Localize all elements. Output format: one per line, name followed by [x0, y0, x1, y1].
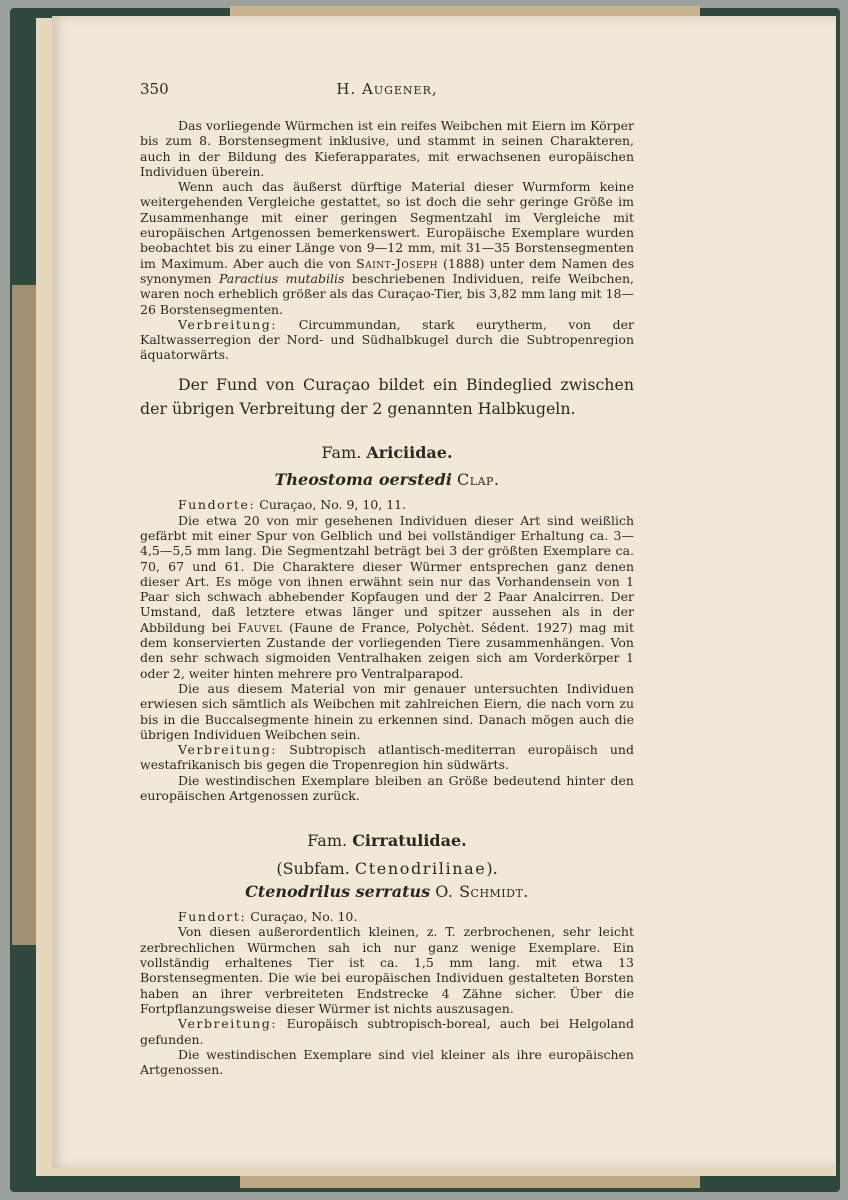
- species-name: Theostoma oerstedi: [274, 470, 452, 490]
- species-name: Paractius mutabilis: [218, 270, 345, 286]
- fundort-line: [140, 909, 634, 924]
- page-content: [140, 118, 634, 1077]
- text-run: (1888) unter dem Namen des synonymen: [140, 255, 634, 286]
- author-name: Fauvel: [237, 619, 283, 635]
- paragraph: Die westindischen Exemplare bleiben an Größe bedeutend hinter den europäischen Artgenossen zurück.: [140, 772, 634, 803]
- subfamily-name: Ctenodrilinae: [354, 858, 487, 878]
- family-heading: [140, 831, 634, 851]
- species-authority: O. Schmidt.: [435, 881, 529, 901]
- text-run: beschriebenen Individuen, reife Weibchen, waren noch erheblich größer als das Curaçao-Tier, bis 3,82 mm lang mit 18—26 Borstensegmenten.: [140, 270, 634, 317]
- text-run: Subtropisch atlantisch-mediterran europäisch und westafrikanisch bis gegen die Tropenregion hin südwärts.: [140, 742, 634, 773]
- family-heading: [140, 442, 634, 462]
- text-run: (Subfam.: [276, 858, 350, 878]
- text-run: Die etwa 20 von mir gesehenen Individuen dieser Art sind weißlich gefärbt mit einer Spur von Gelblich und bei vollständiger Erhaltung ca. 3—4,5—5,5 mm lang. Die Segmentzahl beträgt bei 3 der größten Exemplare ca. 70, 67 und 61. Die Charaktere dieser Würmer entsprechen ganz denen dieser Art. Es möge von ihnen erwähnt sein nur das Vorhandensein von 1 Paar sich schwach abhebender Kopfaugen und der 2 Paar Analcirren. Der Umstand, daß letztere etwas länger und spitzer aussehen als in der Abbildung bei: [140, 512, 634, 635]
- paragraph: [140, 317, 634, 363]
- fundorte-line: [140, 497, 634, 512]
- handwritten-note: Der Fund von Curaçao bildet ein Bindeglied zwischen der übrigen Verbreitung der 2 genannten Halbkugeln.: [140, 374, 634, 418]
- label-verbreitung: Verbreitung:: [178, 1016, 278, 1032]
- text-run: Wenn auch das äußerst dürftige Material dieser Wurmform keine weitergehenden Vergleiche gestattet, so ist doch die sehr geringe Größe im Zusammenhange mit einer geringen Segmentzahl im Vergleiche mit europäischen Artgenossen bemerkenswert. Europäische Exemplare wurden beobachtet bis zu einer Länge von 9—12 mm, mit 31—35 Borstensegmenten im Maximum. Aber auch die von: [140, 179, 634, 271]
- label-verbreitung: Verbreitung:: [178, 316, 278, 332]
- paragraph: Von diesen außerordentlich kleinen, z. T. zerbrochenen, sehr leicht zerbrechlichen Würmchen sah ich nur ganz wenige Exemplare. Ein vollständig erhaltenes Tier ist ca. 1,5 mm lang. mit etwa 13 Borstensegmenten. Die wie bei europäischen Individuen gestalteten Borsten haben an ihrer verbreiteten Endstrecke 4 Zähne sicher. Über die Fortpflanzungsweise dieser Würmer ist nichts auszusagen.: [140, 924, 634, 1016]
- paragraph: Das vorliegende Würmchen ist ein reifes Weibchen mit Eiern im Körper bis zum 8. Borstensegment inklusive, und stammt in seinen Charakteren, auch in der Bildung des Kieferapparates, mit erwachsenen europäischen Individuen überein.: [140, 118, 634, 179]
- species-name: Ctenodrilus serratus: [245, 881, 431, 901]
- subfamily-heading: [140, 858, 634, 878]
- text-run: Europäisch subtropisch-boreal, auch bei Helgoland gefunden.: [140, 1016, 634, 1047]
- text-run: (Faune de France, Polychèt. Sédent. 1927) mag mit dem konservierten Zustande der vorliegenden Tiere zusammenhängen. Von den sehr schwach sigmoiden Ventralhaken zeigen sich am Vorderkörper 1 oder 2, weiter hinten mehrere pro Ventralparapod.: [140, 619, 634, 681]
- family-name: Ariciidae.: [366, 442, 453, 462]
- paragraph: Die aus diesem Material von mir genauer untersuchten Individuen erwiesen sich sämtlich als Weibchen mit zahlreichen Eiern, die nach vorn zu bis in die Buccalsegmente hinein zu erkennen sind. Danach mögen auch die übrigen Individuen Weibchen sein.: [140, 680, 634, 742]
- text-run: ).: [486, 858, 498, 878]
- page-number: 350: [140, 80, 169, 98]
- fam-prefix: Fam.: [307, 831, 348, 851]
- paragraph: [140, 513, 634, 681]
- species-authority: Clap.: [457, 470, 500, 490]
- species-heading: [140, 470, 634, 490]
- label-verbreitung: Verbreitung:: [178, 742, 278, 758]
- text-run: Circummundan, stark eurytherm, von der Kaltwasserregion der Nord- und Südhalbkugel durch die Subtropenregion äquatorwärts.: [140, 316, 634, 363]
- label-fundort: Fundort:: [178, 909, 247, 925]
- paragraph: [140, 1016, 634, 1047]
- running-title: H. Augener,: [336, 80, 438, 98]
- author-name: Saint-Joseph: [356, 255, 438, 271]
- family-name: Cirratulidae.: [352, 831, 467, 851]
- paragraph: Die westindischen Exemplare sind viel kleiner als ihre europäischen Artgenossen.: [140, 1046, 634, 1078]
- fam-prefix: Fam.: [321, 442, 362, 462]
- paragraph: [140, 179, 634, 317]
- page-header: [140, 80, 634, 100]
- species-heading: [140, 881, 634, 901]
- paragraph: [140, 742, 634, 773]
- text-run: Curaçao, No. 10.: [250, 909, 358, 925]
- label-fundorte: Fundorte:: [178, 497, 256, 513]
- text-run: Curaçao, No. 9, 10, 11.: [259, 497, 407, 513]
